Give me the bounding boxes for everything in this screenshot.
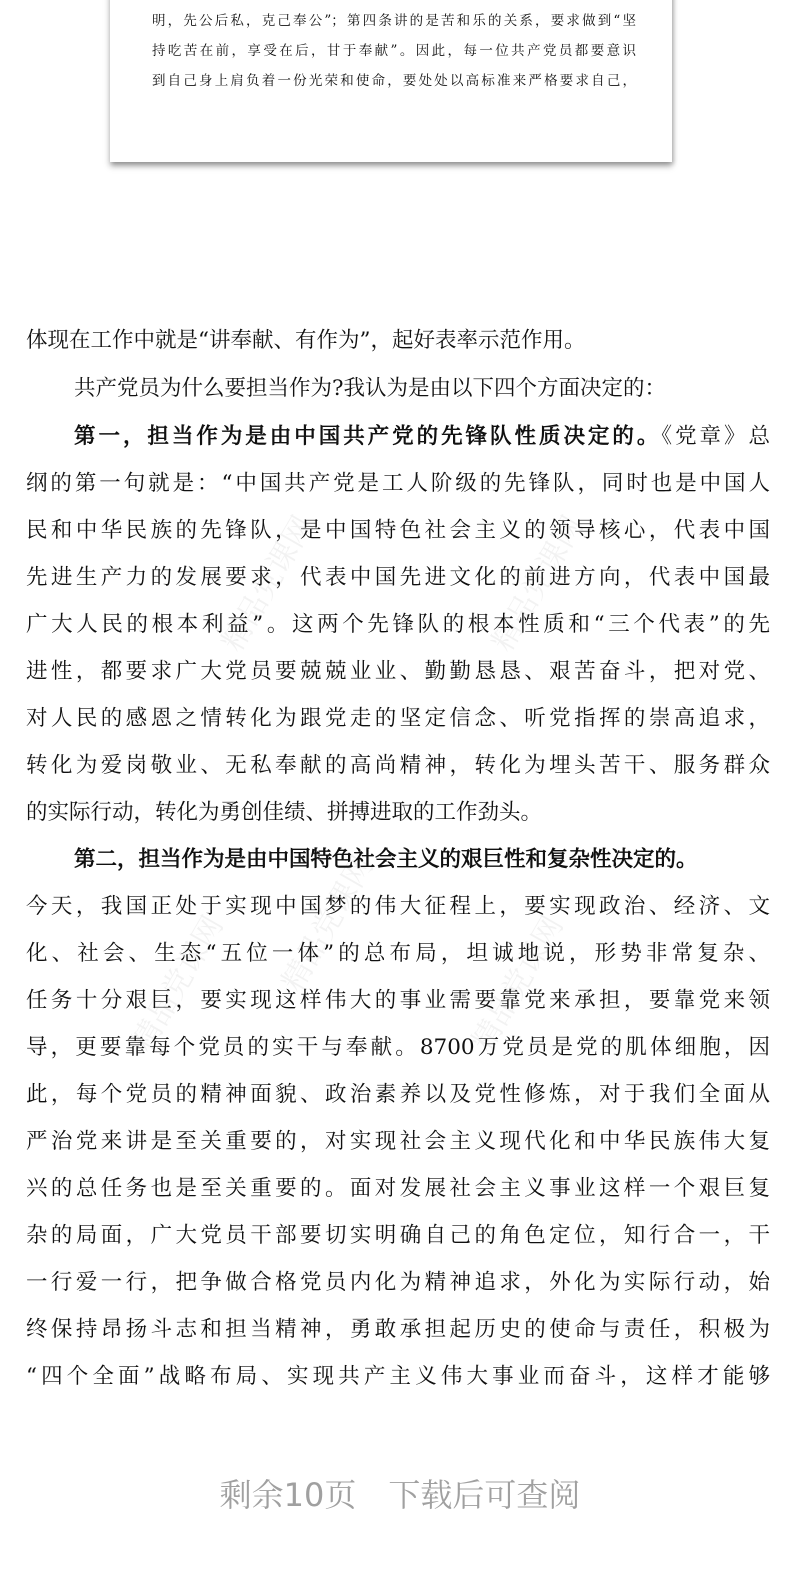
line-text: 导，更要靠每个党员的实干与奉献。8700万党员是党的肌体细胞，因 (26, 1035, 770, 1060)
line-text: 转化为爱岗敬业、无私奉献的高尚精神，转化为埋头苦干、服务群众 (26, 753, 770, 778)
line-text: 杂的局面，广大党员干部要切实明确自己的角色定位，知行合一，干 (26, 1223, 770, 1248)
watermark: 精品党课网 (275, 850, 381, 998)
line-text: 任务十分艰巨，要实现这样伟大的事业需要靠党来承担，要靠党来领 (26, 988, 770, 1013)
body-text-line (26, 1268, 770, 1298)
body-text-line (26, 939, 770, 969)
line-text: 化、社会、生态“五位一体”的总布局，坦诚地说，形势非常复杂、 (26, 941, 770, 966)
paragraph-heading-line (74, 422, 770, 452)
body-text-line (74, 374, 770, 404)
body-text-line (26, 704, 770, 734)
body-text-line (26, 1174, 770, 1204)
line-text: 广大人民的根本利益”。这两个先锋队的根本性质和“三个代表”的先 (26, 612, 770, 637)
body-text-line (26, 326, 770, 356)
line-text: 进性，都要求广大党员要兢兢业业、勤勤恳恳、艰苦奋斗，把对党、 (26, 659, 770, 684)
line-text: 今天，我国正处于实现中国梦的伟大征程上，要实现政治、经济、文 (26, 894, 770, 919)
line-text: “四个全面”战略布局、实现共产主义伟大事业而奋斗，这样才能够 (26, 1364, 770, 1389)
body-text-line (26, 657, 770, 687)
line-text: 此，每个党员的精神面貌、政治素养以及党性修炼，对于我们全面从 (26, 1082, 770, 1107)
body-text-line (26, 1033, 770, 1063)
line-text: 先进生产力的发展要求，代表中国先进文化的前进方向，代表中国最 (26, 565, 770, 590)
paragraph-heading-line (74, 845, 770, 875)
line-text: 共产党员为什么要担当作为?我认为是由以下四个方面决定的： (74, 376, 667, 401)
body-text-line (26, 1221, 770, 1251)
body-text-line (26, 1127, 770, 1157)
line-text: 终保持昂扬斗志和担当精神，勇敢承担起历史的使命与责任，积极为 (26, 1317, 770, 1342)
watermark: 精品党课网 (485, 510, 591, 658)
line-text: 兴的总任务也是至关重要的。面对发展社会主义事业这样一个艰巨复 (26, 1176, 770, 1201)
card-text-line: 持吃苦在前，享受在后，甘于奉献”。因此，每一位共产党员都要意识 (152, 43, 636, 59)
body-text-line (26, 986, 770, 1016)
line-text: 严治党来讲是至关重要的，对实现社会主义现代化和中华民族伟大复 (26, 1129, 770, 1154)
body-text-line (26, 1080, 770, 1110)
body-text-line (26, 610, 770, 640)
card-text-line: 到自己身上肩负着一份光荣和使命，要处处以高标准来严格要求自己， (152, 73, 636, 89)
watermark: 精品党课网 (465, 910, 571, 1058)
watermark: 精品党课网 (125, 910, 231, 1058)
body-text-line (26, 798, 770, 828)
line-text: 对人民的感恩之情转化为跟党走的坚定信念、听党指挥的崇高追求， (26, 706, 770, 731)
card-text-line: 明，先公后私，克己奉公”；第四条讲的是苦和乐的关系，要求做到“坚 (152, 13, 636, 29)
line-text: 体现在工作中就是“讲奉献、有作为”，起好表率示范作用。 (26, 328, 586, 353)
line-text: 纲的第一句就是：“中国共产党是工人阶级的先锋队，同时也是中国人 (26, 471, 770, 496)
line-text: 民和中华民族的先锋队，是中国特色社会主义的领导核心，代表中国 (26, 518, 770, 543)
body-text-line (26, 563, 770, 593)
line-text: 《党章》总 (661, 424, 770, 449)
body-text-line (26, 516, 770, 546)
watermark: 精品党课网 (215, 510, 321, 658)
body-text-line (26, 892, 770, 922)
line-text: 的实际行动，转化为勇创佳绩、拼搏进取的工作劲头。 (26, 800, 543, 825)
line-text: 一行爱一行，把争做合格党员内化为精神追求，外化为实际行动，始 (26, 1270, 770, 1295)
remaining-pages-notice[interactable]: 剩余10页 下载后可查阅 (219, 1476, 581, 1514)
body-text-line (26, 1315, 770, 1345)
bold-heading: 第一，担当作为是由中国共产党的先锋队性质决定的。 (74, 424, 662, 449)
body-text-line (26, 751, 770, 781)
body-text-line (26, 469, 770, 499)
body-text-line (26, 1362, 770, 1392)
bold-heading: 第二，担当作为是由中国特色社会主义的艰巨性和复杂性决定的。 (74, 847, 698, 872)
preview-page-card (110, 0, 672, 162)
